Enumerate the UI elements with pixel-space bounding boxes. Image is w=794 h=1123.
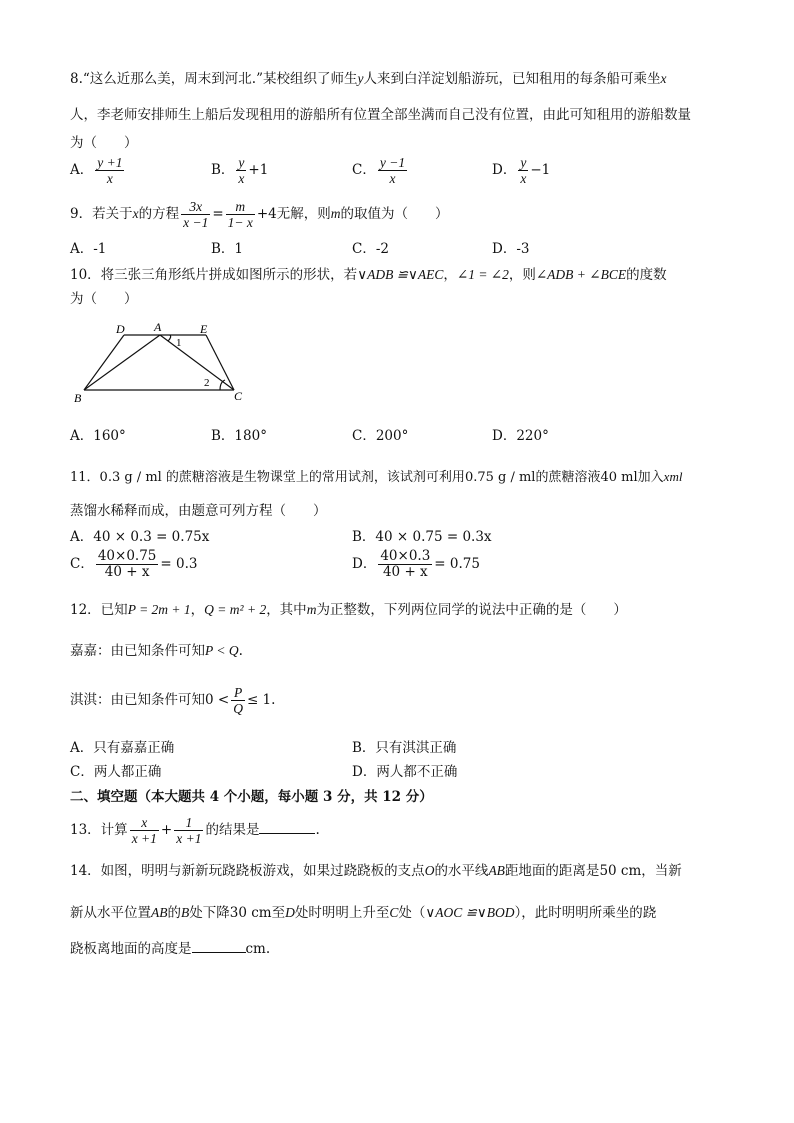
label-d: D — [116, 322, 125, 336]
angle-equality: ∠1 = ∠2 — [456, 267, 509, 282]
plus: + — [160, 822, 173, 838]
label-angle-2: 2 — [204, 377, 210, 389]
denominator: x +1 — [176, 831, 202, 846]
denominator: 40 + x — [382, 564, 428, 580]
q14-text-3b: cm. — [245, 941, 271, 957]
q9-text-mid: 的方程 — [138, 206, 180, 222]
label-angle-1: 1 — [176, 337, 182, 349]
q12-option-c: C．两人都正确 — [70, 764, 162, 780]
q14-text-2e: 处时明明上升至 — [294, 905, 390, 921]
answer-blank[interactable] — [192, 952, 246, 953]
qiqi-text: 淇淇：由已知条件可知 — [70, 692, 205, 708]
drop-distance: 30 cm — [229, 905, 272, 921]
q14-text: 14．如图，明明与新新玩跷跷板游戏，如果过跷跷板的支点 — [70, 863, 425, 879]
q9-option-d: D．-3 — [492, 241, 530, 257]
q11-option-c — [70, 549, 197, 580]
q12-text-end: 为正整数，下列两位同学的说法中正确的是（ ） — [316, 602, 627, 618]
angle-arc-2 — [220, 380, 225, 390]
q10-text: 10．将三张三角形纸片拼成如图所示的形状，若 — [70, 267, 358, 283]
q12-option-b: B．只有淇淇正确 — [352, 740, 457, 756]
distance: 50 cm — [599, 863, 642, 879]
separator: ， — [443, 267, 457, 283]
numerator: y −1 — [379, 155, 406, 170]
q10-option-b: B．180° — [211, 428, 267, 444]
var-ab: AB — [488, 863, 505, 878]
option-tail: −1 — [530, 162, 551, 178]
qiqi-right: ≤ 1 — [246, 692, 272, 708]
q12-jiajia — [70, 642, 243, 660]
denominator: x — [106, 171, 113, 186]
numerator: P — [231, 685, 245, 701]
q8-option-a — [70, 155, 126, 186]
q9-option-a: A．-1 — [70, 241, 107, 257]
segment-ab — [84, 335, 160, 390]
q9-text-end: 的取值为（ ） — [340, 206, 449, 222]
q11-text: 11．0.3 g / ml 的蔗糖溶液是生物课堂上的常用试剂，该试剂可利用 — [70, 470, 465, 485]
q8-line3: 为（ ） — [70, 135, 138, 151]
fraction — [236, 155, 246, 186]
q14-text-c: 距地面的距离是 — [504, 863, 600, 879]
q9-line — [70, 197, 449, 231]
var-c: C — [389, 905, 399, 920]
denominator: x — [520, 171, 527, 186]
var-m: m — [306, 602, 317, 617]
q8-option-c — [352, 155, 409, 186]
q14-text-d: ，当新 — [641, 863, 682, 879]
label-a: A — [154, 320, 162, 334]
q11-line2: 蒸馏水稀释而成，由题意可列方程（ ） — [70, 503, 327, 519]
q14-line1 — [70, 862, 682, 880]
var-x: x — [132, 206, 139, 221]
q10-text-post: ，则 — [508, 267, 536, 283]
q12-option-d: D．两人都不正确 — [352, 764, 458, 780]
fraction — [95, 155, 124, 186]
denominator: x −1 — [183, 215, 209, 230]
fraction — [174, 815, 203, 846]
q12-text: 12．已知 — [70, 602, 128, 618]
var-d: D — [285, 905, 295, 920]
q10-option-a: A．160° — [70, 428, 126, 444]
q14-line3 — [70, 940, 270, 958]
numerator: m — [226, 199, 255, 215]
label-c: C — [234, 389, 243, 403]
qiqi-left: 0 < — [205, 692, 230, 708]
option-tail: +1 — [248, 162, 269, 178]
fraction — [130, 815, 159, 846]
fraction — [181, 199, 210, 230]
numerator: y — [520, 155, 527, 170]
q12-line — [70, 601, 627, 619]
fraction — [231, 685, 245, 716]
denominator: 40 + x — [104, 564, 150, 580]
congruence-expr: ∨AOC ≌∨BOD — [425, 905, 515, 920]
label-b: B — [74, 391, 82, 405]
q10-option-c: C．200° — [352, 428, 409, 444]
q11-text-e: 加入 — [637, 470, 664, 485]
q13-end: . — [315, 822, 320, 838]
q13-text: 13．计算 — [70, 822, 128, 838]
q8-text: 8.“这么近那么美，周末到河北.”某校组织了师生 — [70, 71, 358, 87]
q12-option-a: A．只有嘉嘉正确 — [70, 740, 175, 756]
q10-figure — [72, 320, 252, 406]
q14-text-2g: ），此时明明所乘坐的跷 — [514, 905, 657, 921]
q14-text-2f: 处（ — [398, 905, 426, 921]
q14-text-b: 的水平线 — [434, 863, 489, 879]
q9-text: 9．若关于 — [70, 206, 133, 222]
var-b: B — [181, 905, 190, 920]
denominator: x — [238, 171, 245, 186]
jiajia-end: . — [238, 643, 243, 659]
q14-text-2d: 至 — [271, 905, 286, 921]
angle-sum-expr: ∠ADB + ∠BCE — [535, 267, 627, 282]
option-label: C． — [352, 162, 376, 178]
denominator: x — [389, 171, 396, 186]
q9-text-post: +4无解，则 — [256, 206, 331, 222]
option-tail: = 0.75 — [434, 556, 480, 572]
angle-arc-1 — [168, 335, 171, 341]
fraction — [518, 155, 528, 186]
section-title: 二、填空题（本大题共 4 个小题，每小题 3 分，共 12 分） — [70, 789, 433, 805]
q11-text-c: 的蔗糖溶液 — [535, 470, 601, 485]
fraction — [96, 549, 159, 580]
qiqi-end: . — [271, 692, 276, 708]
fraction — [378, 155, 407, 186]
q8-text-b: 人来到白洋淀划船游玩，已知租用的每条船可乘坐 — [363, 71, 661, 87]
var-o: O — [424, 863, 435, 878]
q14-text-2c: 处下降 — [189, 905, 230, 921]
q11-option-d — [352, 549, 480, 580]
q14-text-2a: 新从水平位置 — [70, 905, 151, 921]
q-expr: Q = m² + 2 — [204, 602, 267, 617]
numerator: x — [130, 815, 159, 831]
numerator: 1 — [174, 815, 203, 831]
equals: = — [212, 206, 224, 222]
q8-option-d — [492, 155, 550, 186]
jiajia-expr: P < Q — [205, 643, 239, 658]
fraction — [378, 549, 432, 580]
numerator: 3x — [181, 199, 210, 215]
q11-option-a: A．40 × 0.3 = 0.75x — [70, 529, 210, 545]
q10-option-d: D．220° — [492, 428, 549, 444]
q13-text-post: 的结果是 — [205, 822, 260, 838]
concentration: 0.75 g / ml — [464, 470, 536, 485]
fraction — [226, 199, 255, 230]
var-y: y — [357, 71, 364, 86]
q14-text-2b: 的 — [167, 905, 181, 921]
q9-option-c: C．-2 — [352, 241, 389, 257]
option-label: D． — [492, 162, 517, 178]
q11-option-b: B．40 × 0.75 = 0.3x — [352, 529, 492, 545]
jiajia-text: 嘉嘉：由已知条件可知 — [70, 643, 205, 659]
denominator: x +1 — [131, 831, 157, 846]
q10-line2: 为（ ） — [70, 291, 138, 307]
q11-line1 — [70, 468, 682, 487]
segment-ec — [206, 335, 234, 390]
q13-line — [70, 812, 320, 848]
option-label: C． — [70, 556, 94, 572]
q14-text-3a: 跷板离地面的高度是 — [70, 941, 192, 957]
var-x: x — [660, 71, 667, 86]
congruence-expr: ∨ADB ≌∨AEC — [357, 267, 444, 282]
option-label: B． — [211, 162, 235, 178]
q8-option-b — [211, 155, 268, 186]
var-m: m — [330, 206, 341, 221]
option-tail: = 0.3 — [160, 556, 198, 572]
q10-line1 — [70, 266, 667, 284]
volume: 40 ml — [600, 470, 638, 485]
numerator: 40×0.3 — [380, 548, 431, 564]
q12-qiqi — [70, 682, 275, 718]
option-label: A． — [70, 162, 94, 178]
numerator: y +1 — [97, 155, 123, 170]
q12-text-post: ，其中 — [266, 602, 307, 618]
numerator: y — [238, 155, 245, 170]
q14-line2 — [70, 904, 656, 922]
segment-db — [84, 335, 124, 390]
var-x-ml: xml — [663, 469, 683, 484]
var-ab: AB — [151, 905, 168, 920]
q9-option-b: B．1 — [211, 241, 244, 257]
label-e: E — [200, 322, 208, 336]
answer-blank[interactable] — [259, 833, 315, 834]
numerator: 40×0.75 — [97, 548, 157, 564]
denominator: Q — [233, 701, 243, 716]
q8-line1 — [70, 70, 666, 88]
denominator: 1− x — [227, 215, 253, 230]
q10-text-end: 的度数 — [626, 267, 667, 283]
p-expr: P = 2m + 1 — [127, 602, 191, 617]
option-label: D． — [352, 556, 377, 572]
separator: ， — [190, 602, 205, 618]
q8-line2: 人，李老师安排师生上船后发现租用的游船所有位置全部坐满而自己没有位置，由此可知租用的游船数量 — [70, 107, 691, 123]
